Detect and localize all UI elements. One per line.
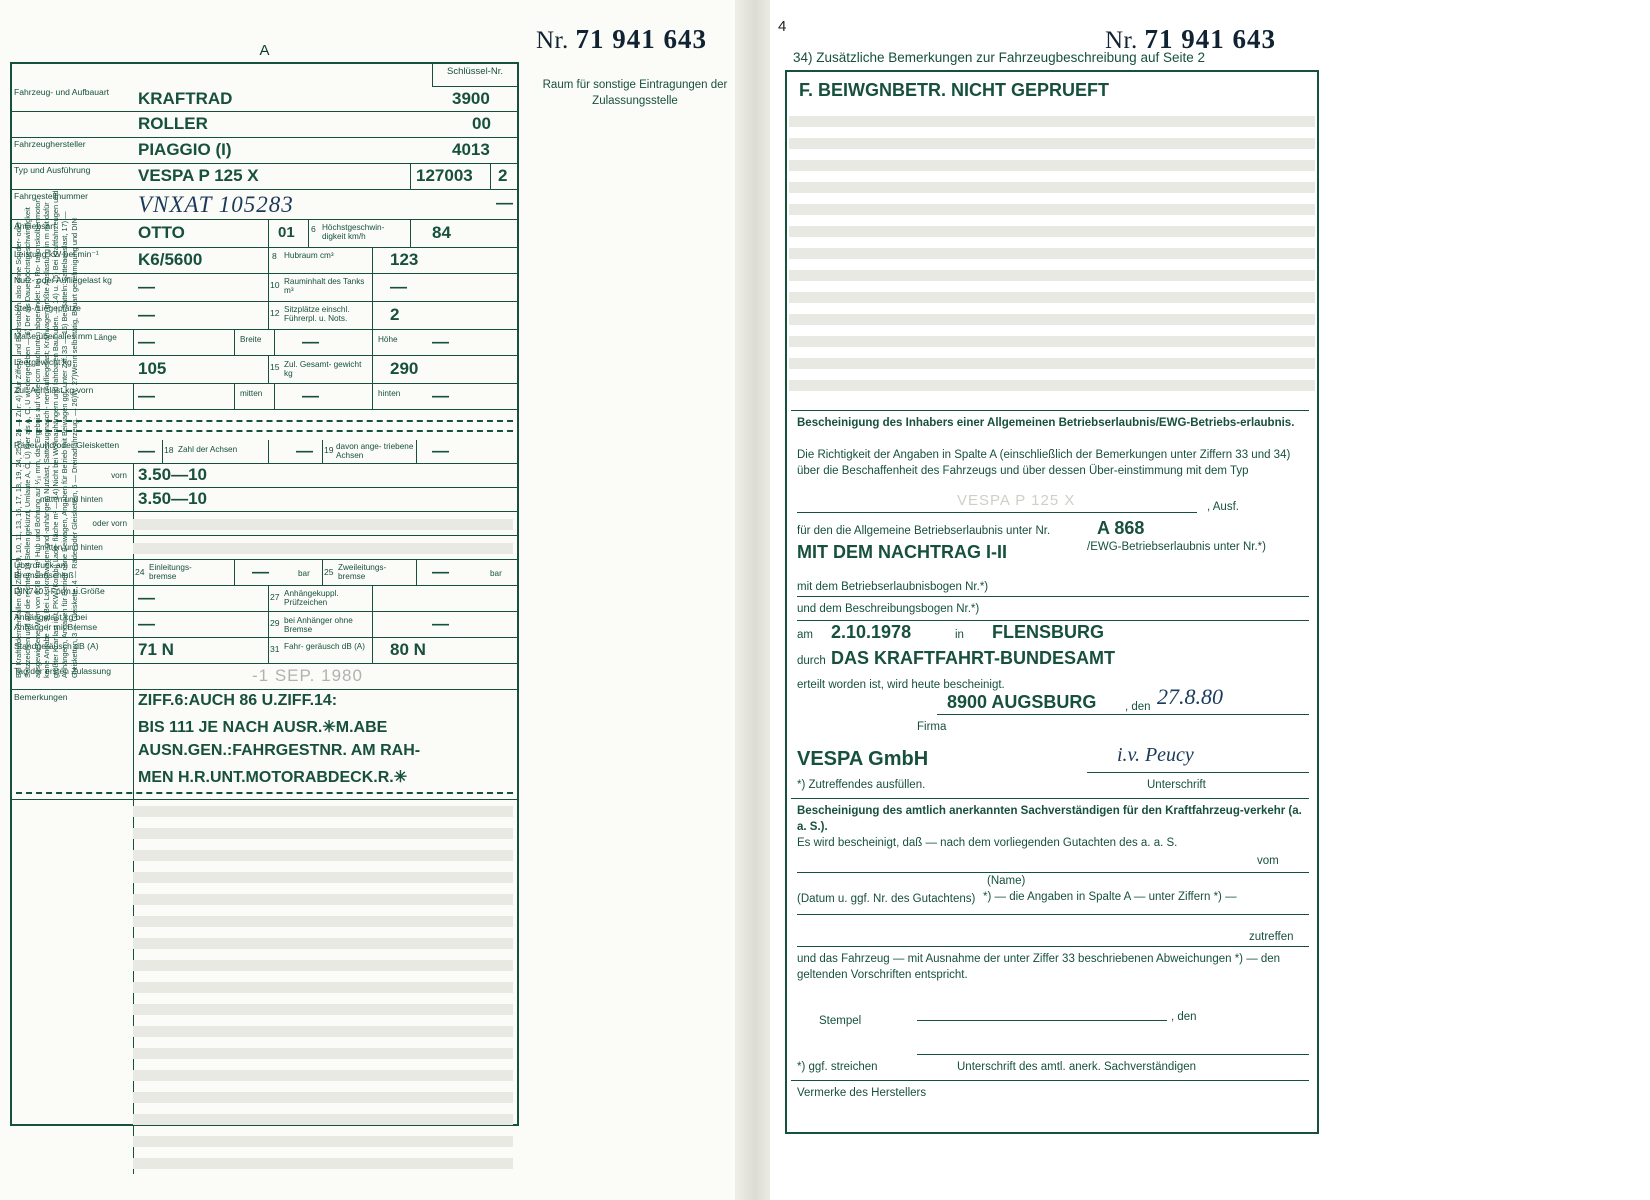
cert2-name-label: (Name) <box>987 875 1026 887</box>
value-raeder: — <box>138 441 155 460</box>
label-mitten: mitten <box>240 389 263 398</box>
value-hoehe: — <box>432 332 449 351</box>
label-hoechstgeschwindigkeit: Höchstgeschwin- digkeit km/h <box>322 223 385 242</box>
cert2-den-label: , den <box>1171 1011 1197 1023</box>
cert1-firma-label: Firma <box>917 721 947 733</box>
value-einleitungsbremse: — <box>252 562 269 581</box>
row-label-typ: Typ und Ausführung <box>14 165 91 175</box>
cert1-am-label: am <box>797 629 813 641</box>
value-antriebsart: OTTO <box>138 223 185 242</box>
label-zweileitungsbremse: Zweileitungs- bremse <box>338 563 387 582</box>
key-antriebsart: 01 <box>278 224 295 241</box>
value-fahrgeraeusch: 80 N <box>390 640 426 659</box>
row-label-hersteller: Fahrzeughersteller <box>14 139 86 149</box>
cert1-erteilt: erteilt worden ist, wird heute bescheinigt. <box>797 679 1005 691</box>
field-no-rauminhalt: 10 <box>270 280 280 290</box>
right-number-value: 71 941 643 <box>1144 24 1276 54</box>
row-label-stehplaetze: Steh-/Liegeplätze <box>14 303 81 313</box>
label-tyre-pos-3: mitten und hinten <box>40 543 103 552</box>
key-hersteller: 4013 <box>452 140 490 159</box>
field-no-gesamtgewicht: 15 <box>270 362 280 372</box>
erstzulassung-stamp: -1 SEP. 1980 <box>252 666 363 685</box>
cert1-in-label: in <box>955 629 964 641</box>
cert1-abe-number: A 868 <box>1097 518 1145 538</box>
value-achslast-mitten: — <box>302 386 319 405</box>
ghost-type-text: VESPA P 125 X <box>957 492 1076 509</box>
field-no-sitzplaetze: 12 <box>270 308 280 318</box>
value-achslast-hinten: — <box>432 386 449 405</box>
label-bar-1: bar <box>298 569 310 578</box>
cert1-datum: 27.8.80 <box>1157 684 1223 709</box>
cert2-fahrzeug: und das Fahrzeug — mit Ausnahme der unter Ziffer 33 beschriebenen Abweichungen *) — den geltenden Vorschriften entspricht. <box>797 953 1281 981</box>
label-laenge: Länge <box>94 333 117 342</box>
left-number-value: 71 941 643 <box>575 24 707 54</box>
value-leistung: K6/5600 <box>138 250 203 269</box>
cert2-datum-label: (Datum u. ggf. Nr. des Gutachtens) <box>797 893 976 905</box>
field-no-fahrgeraeusch: 31 <box>270 644 280 654</box>
label-breite: Breite <box>240 335 262 344</box>
cert2-angaben: *) — die Angaben in Spalte A — unter Ziffern *) — <box>983 891 1237 903</box>
cert1-ort: 8900 AUGSBURG <box>947 692 1097 712</box>
label-tyre-pos-1: mitten und hinten <box>40 495 103 504</box>
row-label-antriebsart: Antriebsart <box>14 221 56 231</box>
value-hersteller: PIAGGIO (I) <box>138 140 232 159</box>
value-rauminhalt: — <box>390 277 407 296</box>
row-label-din: DIN740..-Form.u.Größe <box>14 586 105 596</box>
registration-office-note: Raum für sonstige Eintragungen der Zulassungsstelle <box>542 79 728 107</box>
label-tyre-pos-2: oder vorn <box>92 519 127 528</box>
field-no-anhaenger-ohne-bremse: 29 <box>270 618 280 628</box>
row-label-standgeraeusch: Standgeräusch dB (A) <box>14 641 99 651</box>
row-label-anhaengelast: Anhängelast kg bei Anhänger mit Bremse <box>14 612 98 632</box>
key-fahrgestellnummer: — <box>496 193 513 212</box>
label-hinten: hinten <box>378 389 401 398</box>
vehicle-data-form <box>10 42 519 1126</box>
key-number-header: Schlüssel-Nr. <box>447 66 503 77</box>
footnote-text: Bei Krafträdern entfallen die Ziffern 9, 10, 11, 13, 16, 17, 18, 19, 24, 25 u. 26 — Zur: 4) Nur Ziffern und Buchstaben, also ohne Sonder- oder Satzzeichen und auf die rechten 14 Stellen gekürzt, Umlaute A, Ö, Ü) hier als A, O, U wiedergegeben — 6) Der als Dauerhöchstgeschwindigkeit ausgewiesener Wert von 0,78 für m³ Hub und Bohrung auf ¹⁄₁₀ mm, das Ergebnis auf volle ccm nachunten abgerundet: bei Ro- tationskolbenmotor: keine Angabe — 9) Bei Lastkraftwagen und -anhängern Nutzlast, Sattelzugmaschi- nen Aufliegelast; Kranwagen größte Auslastung in m mit dafür größter Kranlast in t, PKW (Kombi) Lade- fläche m² — 14) Nicht bei Wohnanhängern und fahrbaren Baubuden. — 14) u. 15) Bei Kraftfahrzeugen und Anhängern, Angaben für Betrieb ohne Beiwagen, Angaben für Betrieb mit Beiwagen ggf. unter Ziff. 33 — 16) Bei Satteln: Sattelachslast, 17) — Gleisketten, 3 — Gleiskette, 4 — Räder oder Gleisketten, 5 — Dreiradfahrzeug. — 26)W. 27)Wenn selbsttätig, Bauart genehmigung und DIN <box>14 190 79 678</box>
field-no-zahl-achsen: 18 <box>164 445 174 455</box>
cert1-nachtrag: MIT DEM NACHTRAG I-II <box>797 542 1007 562</box>
cert1-zutreffendes: *) Zutreffendes ausfüllen. <box>797 779 926 791</box>
cert1-in-value: FLENSBURG <box>992 622 1104 642</box>
value-breite: — <box>302 332 319 351</box>
cert1-den-label: , den <box>1125 701 1151 713</box>
key-typ: 127003 <box>416 166 473 185</box>
value-laenge: — <box>138 332 155 351</box>
value-angetriebene-achsen: — <box>432 441 449 460</box>
label-gesamtgewicht: Zul. Gesamt- gewicht kg <box>284 360 362 379</box>
cert1-am-value: 2.10.1978 <box>831 622 912 642</box>
cert1-durch-value: DAS KRAFTFAHRT-BUNDESAMT <box>831 648 1115 668</box>
row-label-ueberdruck: Überdruck am Bremsanschluß <box>14 560 74 580</box>
key-typ-2: 2 <box>498 166 508 185</box>
key-fahrzeugart: 3900 <box>452 89 490 108</box>
cert1-unterschrift-label: Unterschrift <box>1147 779 1206 791</box>
label-angetriebene-achsen: davon ange- triebene Achsen <box>336 442 414 461</box>
bemerkung-line-2: BIS 111 JE NACH AUSR.✳M.ABE <box>138 719 388 736</box>
value-stehplaetze: — <box>138 305 155 324</box>
cert1-signature: i.v. Peucy <box>1117 744 1194 766</box>
value-tyre-0: 3.50—10 <box>138 465 207 484</box>
row-label-fahrgestellnummer: Fahrgestellnummer <box>14 191 89 201</box>
key-aufbauart: 00 <box>472 114 491 133</box>
value-fahrgestellnummer: VNXAT 105283 <box>138 192 294 217</box>
label-hubraum: Hubraum cm³ <box>284 251 334 260</box>
field-no-anhaengekuppl: 27 <box>270 592 280 602</box>
value-sitzplaetze: 2 <box>390 305 400 324</box>
cert1-firma: VESPA GmbH <box>797 748 929 770</box>
cert1-abe-line: für den die Allgemeine Betriebserlaubnis unter Nr. <box>797 525 1051 537</box>
label-einleitungsbremse: Einleitungs- bremse <box>149 563 192 582</box>
cert1-beschreibungsbogen: und dem Beschreibungsbogen Nr.*) <box>797 603 980 615</box>
section-34-value: F. BEIWGNBETR. NICHT GEPRUEFT <box>799 80 1109 100</box>
label-rauminhalt: Rauminhalt des Tanks m³ <box>284 277 365 296</box>
cert1-ewg-label: /EWG-Betriebserlaubnis unter Nr.*) <box>1087 541 1266 553</box>
value-anhaengelast: — <box>138 614 155 633</box>
value-achslast-vorn: — <box>138 386 155 405</box>
cert2-vom-label: vom <box>1257 855 1279 867</box>
label-bar-2: bar <box>490 569 502 578</box>
page-gutter <box>735 0 775 1200</box>
label-fahrgeraeusch: Fahr- geräusch dB (A) <box>284 642 365 651</box>
row-label-leistung: Leistung kW bei min⁻¹ <box>14 249 99 259</box>
label-tyre-pos-0: vorn <box>111 471 127 480</box>
value-standgeraeusch: 71 N <box>138 640 174 659</box>
bemerkung-line-1: ZIFF.6:AUCH 86 U.ZIFF.14: <box>138 692 338 709</box>
row-label-masse: Maße über alles mm <box>14 331 93 341</box>
label-zahl-achsen: Zahl der Achsen <box>178 445 238 454</box>
value-hoechstgeschwindigkeit: 84 <box>432 223 451 242</box>
bemerkung-line-3: AUSN.GEN.:FAHRGESTNR. AM RAH- <box>138 742 421 759</box>
value-gesamtgewicht: 290 <box>390 359 419 378</box>
label-anhaengekuppl: Anhängekuppl. Prüfzeichen <box>284 589 339 608</box>
column-a-label: A <box>259 42 270 59</box>
row-label-raeder: Räder und/oder Gleisketten <box>14 440 120 450</box>
cert1-body: Die Richtigkeit der Angaben in Spalte A (einschließlich der Bemerkungen unter Ziffern 33 und 34) über die Beschaffenheit des Fahrzeugs und über dessen Über-einstimmung mit dem Typ <box>797 449 1291 477</box>
field-no-hubraum: 8 <box>272 251 277 261</box>
cert1-title: Bescheinigung des Inhabers einer Allgemeinen Betriebserlaubnis/EWG-Betriebs-erlaubnis. <box>797 417 1295 429</box>
field-no-zweileitungsbremse: 25 <box>324 567 334 577</box>
field-no-einleitungsbremse: 24 <box>135 567 145 577</box>
value-zahl-achsen: — <box>296 441 313 460</box>
cert2-vermerke: Vermerke des Herstellers <box>797 1087 927 1099</box>
row-label-leergewicht: Leergewicht kg <box>14 357 72 367</box>
label-sitzplaetze: Sitzplätze einschl. Führerpl. u. Nots. <box>284 305 350 324</box>
row-label-achslast: Zul. Achslast kg vorn <box>14 385 94 395</box>
cert2-body: Es wird bescheinigt, daß — nach dem vorliegenden Gutachten des a. a. S. <box>797 837 1178 849</box>
section-34-title: 34) Zusätzliche Bemerkungen zur Fahrzeugbeschreibung auf Seite 2 <box>793 50 1205 65</box>
value-aufbauart: ROLLER <box>138 114 208 133</box>
cert1-betriebserlaubnisbogen: mit dem Betriebserlaubnisbogen Nr.*) <box>797 581 989 593</box>
value-hubraum: 123 <box>390 250 419 269</box>
cert2-stempel-label: Stempel <box>819 1015 862 1027</box>
value-nutzlast: — <box>138 277 155 296</box>
value-tyre-1: 3.50—10 <box>138 489 207 508</box>
left-number-label: Nr. 71 941 643 <box>536 24 707 54</box>
value-anhaenger-ohne-bremse: — <box>432 614 449 633</box>
row-label-fahrzeugart: Fahrzeug- und Aufbauart <box>14 87 110 97</box>
right-page-number: 4 <box>778 18 787 35</box>
row-label-bemerkungen: Bemerkungen <box>14 692 68 702</box>
certificates-form <box>785 50 1319 1134</box>
cert1-ausf-label: , Ausf. <box>1207 501 1239 513</box>
cert2-streichen: *) ggf. streichen <box>797 1061 878 1073</box>
value-typ: VESPA P 125 X <box>138 166 259 185</box>
value-din: — <box>138 588 155 607</box>
right-number-label: Nr. 71 941 643 <box>1105 24 1276 54</box>
cert1-durch-label: durch <box>797 655 826 667</box>
label-anhaenger-ohne-bremse: bei Anhänger ohne Bremse <box>284 616 353 635</box>
row-label-nutzlast: Nutz- oder Aufliegelast kg <box>14 275 112 285</box>
row-label-erstzulassung: Tag der ersten Zulassung <box>14 666 111 676</box>
cert2-unterschrift: Unterschrift des amtl. anerk. Sachverständigen <box>957 1061 1197 1073</box>
cert2-zutreffen: zutreffen <box>1249 931 1294 943</box>
field-no-angetriebene-achsen: 19 <box>324 445 334 455</box>
value-fahrzeugart: KRAFTRAD <box>138 89 233 108</box>
value-zweileitungsbremse: — <box>432 562 449 581</box>
cert2-title: Bescheinigung des amtlich anerkannten Sachverständigen für den Kraftfahrzeug-verkehr (a. a. S.). <box>797 805 1302 833</box>
field-no-hoechstgeschwindigkeit: 6 <box>311 224 316 234</box>
bemerkung-line-4: MEN H.R.UNT.MOTORABDECK.R.✳ <box>138 769 408 786</box>
label-hoehe: Höhe <box>378 335 398 344</box>
value-leergewicht: 105 <box>138 359 167 378</box>
